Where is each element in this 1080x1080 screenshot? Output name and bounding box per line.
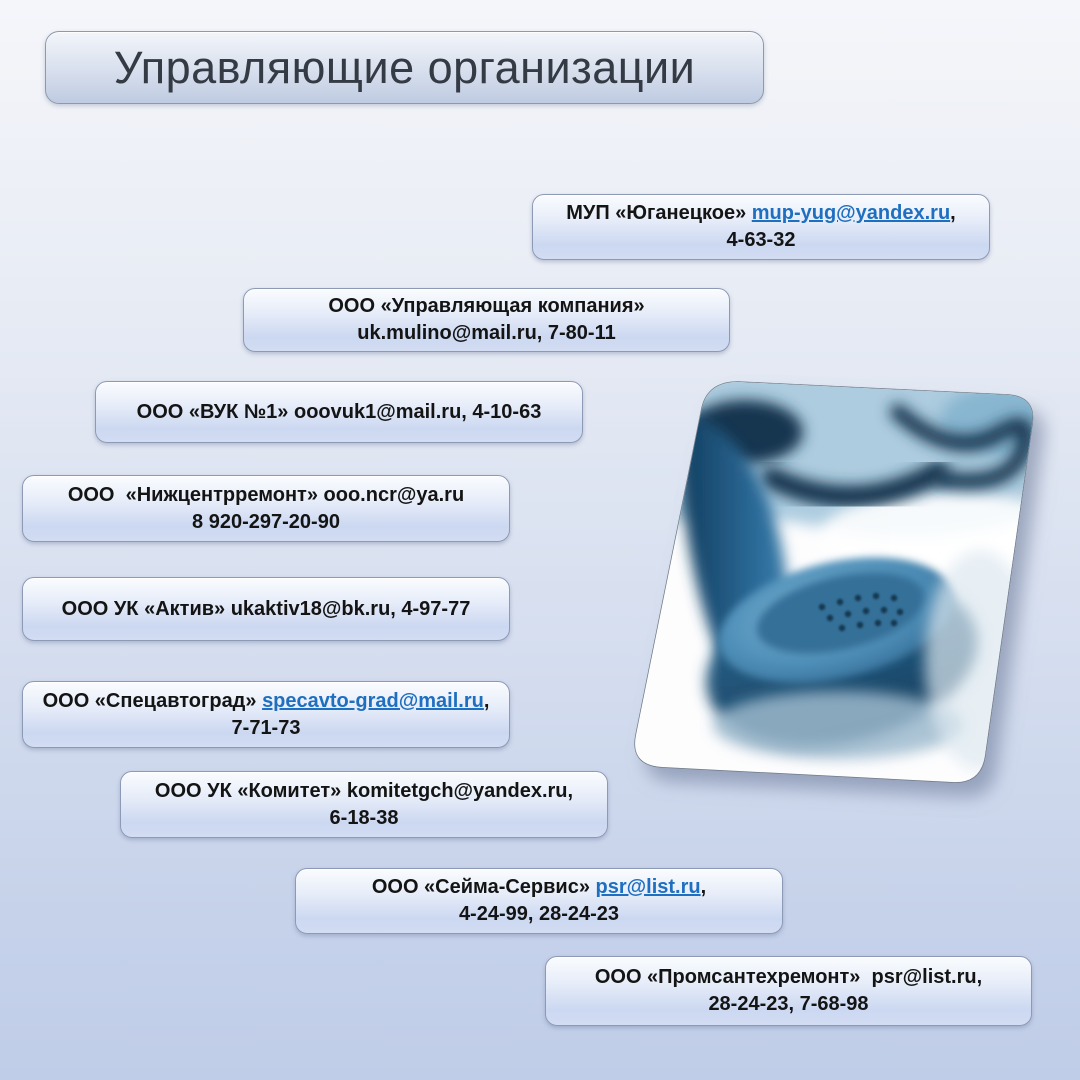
email-link[interactable]: specavto-grad@mail.ru (262, 689, 484, 712)
org-box-line (137, 399, 542, 426)
page-title: Управляющие организации (113, 41, 696, 93)
org-text: , (950, 202, 956, 224)
org-box-uk-komitet (120, 771, 608, 838)
org-box-line (68, 482, 464, 509)
email-link[interactable]: mup-yug@yandex.ru (751, 202, 951, 224)
org-text: ООО «ВУК №1» ooovuk1@mail.ru, 4-10-63 (136, 400, 542, 423)
org-box-line (708, 991, 868, 1018)
telephone-photo (600, 360, 1060, 830)
org-text: ООО УК «Комитет» komitetgch@yandex.ru, (154, 779, 574, 802)
org-box-line (62, 596, 471, 623)
org-box-promsantehremont (545, 956, 1032, 1026)
org-box-line (357, 320, 615, 347)
email-link[interactable]: psr@list.ru (595, 876, 701, 898)
org-text: ООО «Сейма-Сервис» (371, 876, 596, 898)
org-box-nizhtsentrremont (22, 475, 510, 542)
org-box-vuk-1 (95, 381, 583, 443)
org-text: МУП «Юганецкое» (566, 202, 752, 224)
title-box (45, 31, 764, 104)
org-box-upravlyayushchaya-kompaniya (243, 288, 730, 352)
org-text: , (700, 876, 707, 898)
org-text: ООО УК «Актив» ukaktiv18@bk.ru, 4-97-77 (61, 597, 471, 620)
org-box-line (566, 200, 955, 227)
org-box-line (330, 805, 399, 832)
org-box-uk-aktiv (22, 577, 510, 641)
org-text: 28-24-23, 7-68-98 (708, 993, 869, 1015)
org-box-line (595, 964, 982, 991)
org-text: 4-24-99, 28-24-23 (458, 903, 620, 925)
org-text: ООО «Нижцентрремонт» ooo.ncr@ya.ru (67, 483, 465, 506)
org-text: 4-63-32 (726, 229, 796, 251)
org-box-line (372, 874, 706, 901)
org-box-seyma-servis (295, 868, 783, 934)
org-box-line (43, 688, 490, 715)
org-text: 8 920-297-20-90 (192, 510, 340, 533)
org-text: , (483, 689, 490, 712)
org-box-line (155, 778, 573, 805)
org-text: ООО «Спецавтоград» (42, 689, 263, 712)
org-box-mup-yuganetskoe (532, 194, 990, 260)
org-text: ООО «Управляющая компания» (328, 295, 645, 317)
org-text: uk.mulino@mail.ru, 7-80-11 (357, 322, 616, 344)
org-box-line (192, 509, 340, 536)
org-text: 7-71-73 (231, 716, 301, 739)
org-text: 6-18-38 (329, 806, 399, 829)
org-text: ООО «Промсантехремонт» psr@list.ru, (594, 966, 983, 988)
org-box-line (232, 715, 301, 742)
telephone-handset-icon (600, 360, 1060, 830)
org-box-line (328, 293, 644, 320)
org-box-line (459, 901, 619, 928)
org-box-line (727, 227, 796, 254)
org-box-spetsavtograd (22, 681, 510, 748)
